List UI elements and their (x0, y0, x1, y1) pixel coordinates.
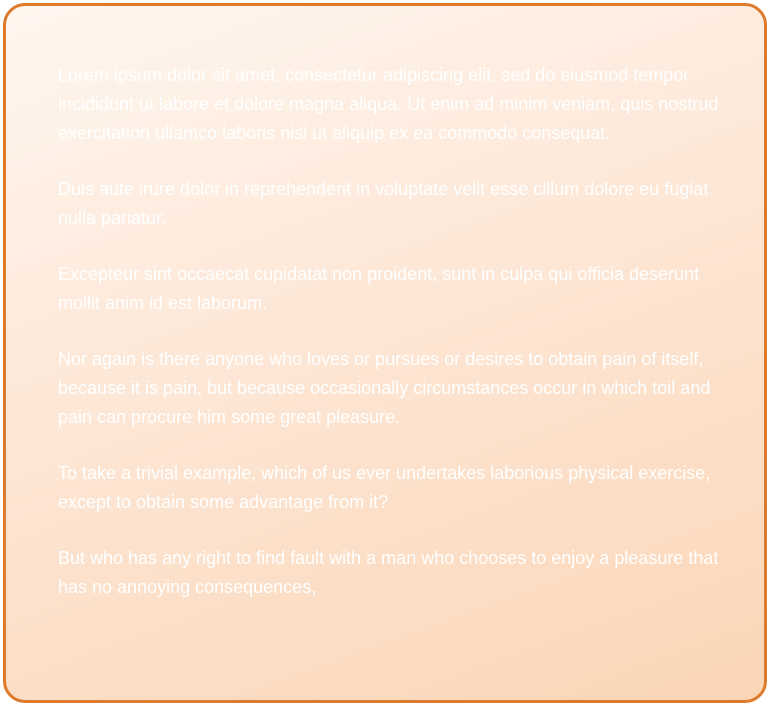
paragraph-6: But who has any right to find fault with a man who chooses to enjoy a pleasure that has no annoying consequences, (58, 548, 719, 597)
paragraph-4: Nor again is there anyone who loves or pursues or desires to obtain pain of itself, because it is pain, but because occasionally circumstances occur in which toil and pain can procure him some great pleasure. (58, 349, 711, 427)
paragraph-3: Excepteur sint occaecat cupidatat non proident, sunt in culpa qui officia deserunt mollit anim id est laborum. (58, 264, 700, 313)
paragraph-1: Lorem ipsum dolor sit amet, consectetur adipiscing elit, sed do eiusmod tempor incididunt ut labore et dolore magna aliqua. Ut enim ad minim veniam, quis nostrud exercitation ullamco laboris nisi ut aliquip ex ea commodo consequat. (58, 65, 719, 143)
text-content (58, 61, 728, 629)
text-card (3, 3, 767, 703)
paragraph-2: Duis aute irure dolor in reprehenderit in voluptate velit esse cillum dolore eu fugiat nulla pariatur. (58, 179, 709, 228)
paragraph-5: To take a trivial example, which of us ever undertakes laborious physical exercise, except to obtain some advantage from it? (58, 463, 711, 512)
